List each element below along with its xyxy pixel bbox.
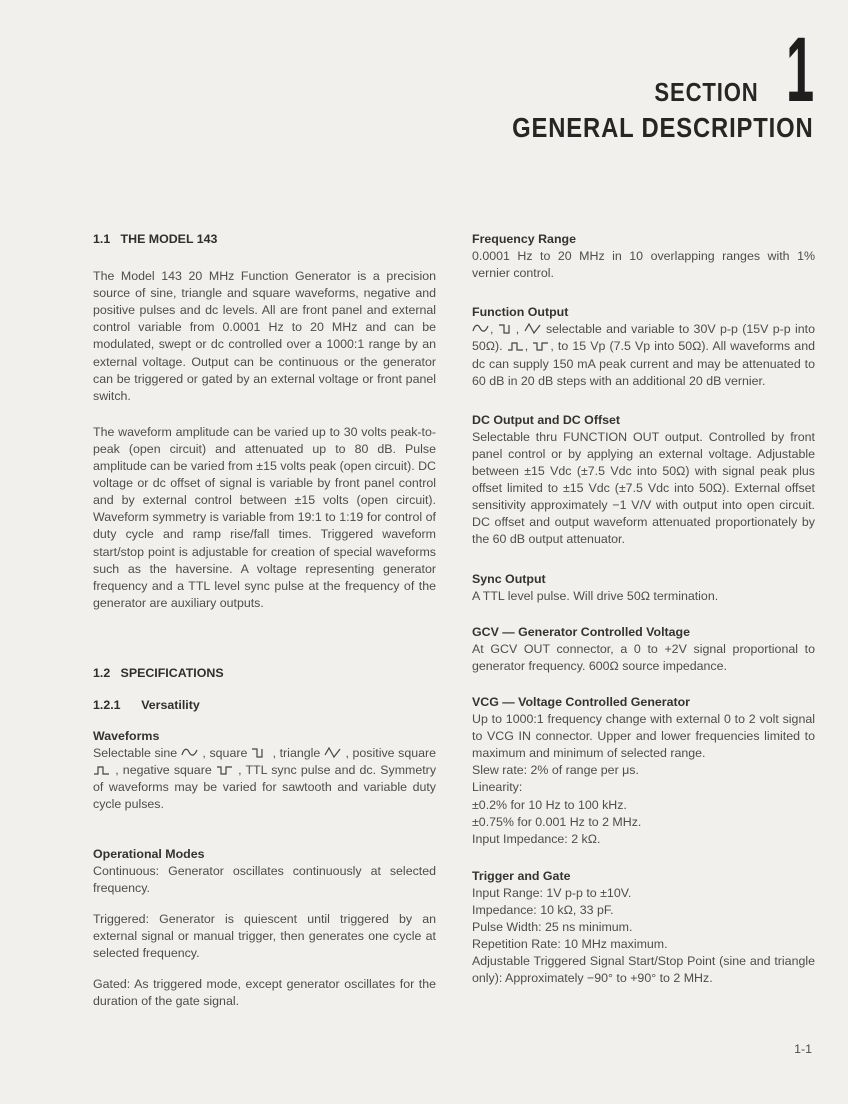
section-number: 1 [785,19,814,121]
waveforms-heading: Waveforms [93,729,160,744]
mode-gated: Gated: As triggered mode, except generator oscillates for the duration of the gate signal. [93,977,436,1009]
negative-pulse-icon [216,763,234,774]
dc-output-text: Selectable thru FUNCTION OUT output. Controlled by front panel control or by applying an external voltage. Adjustable between ±15 Vdc (±7.5 Vdc into 50Ω) with signal peak plus offset limited to ±15 Vdc (±7.5 Vdc into 50Ω). External offset sensitivity approximately −1 V/V with output into open circuit. DC offset and output waveform attenuated proportionately by the 60 dB output attenuator. [472,429,815,547]
triangle-wave-icon [524,322,542,333]
positive-pulse-icon [93,763,111,774]
page-number: 1-1 [794,1042,812,1056]
vcg-heading: VCG — Voltage Controlled Generator [472,694,691,709]
dc-output-heading: DC Output and DC Offset [472,412,620,427]
waveforms-text-6: , TTL sync pulse and dc. [238,763,377,778]
waveforms-text-7: Symmetry of waveforms may be varied for sawtooth and variable duty cycle pulses. [93,763,437,812]
vcg-text: Up to 1000:1 frequency change with external 0 to 2 volt signal to VCG IN connector. Upper and lower frequencies limited to maximum and minimum of selected range. [472,712,815,761]
paragraph-amplitude: The waveform amplitude can be varied up to 30 volts peak-to-peak (open circuit) and attenuated up to 80 dB. Pulse amplitude can be varied from ±15 volts peak (open circuit). DC voltage or dc offset of signal is variable by front panel control and by external control between ±15 volts (open circuit). Waveform symmetry is variable from 19:1 to 1:19 for control of duty cycle and ramp rise/fall times. Triggered waveform start/stop point is adjustable for creation of special waveforms such as the haversine. A voltage representing generator frequency and a TTL level sync pulse at the frequency of the generator are auxiliary outputs. [93,424,436,610]
vcg-slew-rate: Slew rate: 2% of range per μs. [472,763,639,778]
gcv-text: At GCV OUT connector, a 0 to +2V signal proportional to generator frequency. 600Ω source impedance. [472,641,815,673]
sync-output-text: A TTL level pulse. Will drive 50Ω termination. [472,588,719,603]
function-output-text: , , selectable and variable to 30V p-p (15V p-p into 50Ω). , , to 15 Vp (7.5 Vp into 50Ω). All waveforms and dc can supply 150 mA peak current and may be attenuated to 60 dB in 20 dB steps with an additional 20 dB vernier. [472,322,815,388]
waveforms-text-1: Selectable sine [93,746,178,761]
square-wave-icon [498,322,516,333]
paragraph-model-intro: The Model 143 20 MHz Function Generator is a precision source of sine, triangle and square waveforms, negative and positive pulses and dc levels. All are front panel and external control variable from 0.0001 Hz to 20 MHz and can be modulated, swept or dc controlled over a 1000:1 range by an external voltage. Output can be continuous or the generator can be triggered or gated by an external voltage or front panel switch. [93,269,436,403]
triangle-wave-icon [324,746,342,757]
frequency-range-text: 0.0001 Hz to 20 MHz in 10 overlapping ranges with 1% vernier control. [472,249,815,281]
tg-input-range: Input Range: 1V p-p to ±10V. [472,885,632,900]
section-header [459,19,814,144]
function-output-text-2: to 15 Vp (7.5 Vp into 50Ω). All waveforms and dc can supply 150 mA peak current and may be attenuated to 60 dB in 20 dB steps with an additional 20 dB vernier. [472,339,815,388]
heading-1-2-1: 1.2.1 Versatility [93,697,200,712]
operational-modes-heading: Operational Modes [93,846,205,861]
function-output-heading: Function Output [472,305,569,320]
function-output-text-1: selectable and variable to 30V p-p (15V p-p into 50Ω). [472,322,815,354]
left-column [93,231,436,1010]
heading-1-2: 1.2 SPECIFICATIONS [93,665,224,680]
heading-1-1: 1.1 THE MODEL 143 [93,232,218,246]
waveforms-text-4: , positive square [345,746,437,761]
vcg-linearity-1: ±0.2% for 10 Hz to 100 kHz. [472,797,627,812]
trigger-gate-heading: Trigger and Gate [472,868,571,883]
tg-pulse-width: Pulse Width: 25 ns minimum. [472,920,633,935]
vcg-input-impedance: Input Impedance: 2 kΩ. [472,831,601,846]
positive-pulse-icon [507,339,525,350]
section-title: GENERAL DESCRIPTION [512,112,814,143]
vcg-linearity-2: ±0.75% for 0.001 Hz to 2 MHz. [472,814,642,829]
sine-wave-icon [472,322,490,333]
tg-repetition-rate: Repetition Rate: 10 MHz maximum. [472,937,668,952]
mode-triggered: Triggered: Generator is quiescent until triggered by an external signal or manual trigger, then generates one cycle at selected frequency. [93,911,436,960]
waveforms-text-2: , square [202,746,248,761]
right-column [472,231,815,987]
section-word: SECTION [654,77,759,107]
frequency-range-heading: Frequency Range [472,232,576,246]
mode-continuous: Continuous: Generator oscillates continuously at selected frequency. [93,863,436,895]
negative-pulse-icon [532,339,550,350]
sync-output-heading: Sync Output [472,571,546,586]
waveforms-text-5: , negative square [115,763,212,778]
tg-start-stop: Adjustable Triggered Signal Start/Stop Point (sine and triangle only): Approximately −90° to +90° to 2 MHz. [472,954,815,986]
sine-wave-icon [181,746,199,757]
waveforms-paragraph [93,745,436,813]
square-wave-icon [251,746,269,757]
waveforms-text-3: , triangle [272,746,321,761]
gcv-heading: GCV — Generator Controlled Voltage [472,624,691,639]
tg-impedance: Impedance: 10 kΩ, 33 pF. [472,903,614,917]
vcg-linearity: Linearity: [472,780,523,795]
